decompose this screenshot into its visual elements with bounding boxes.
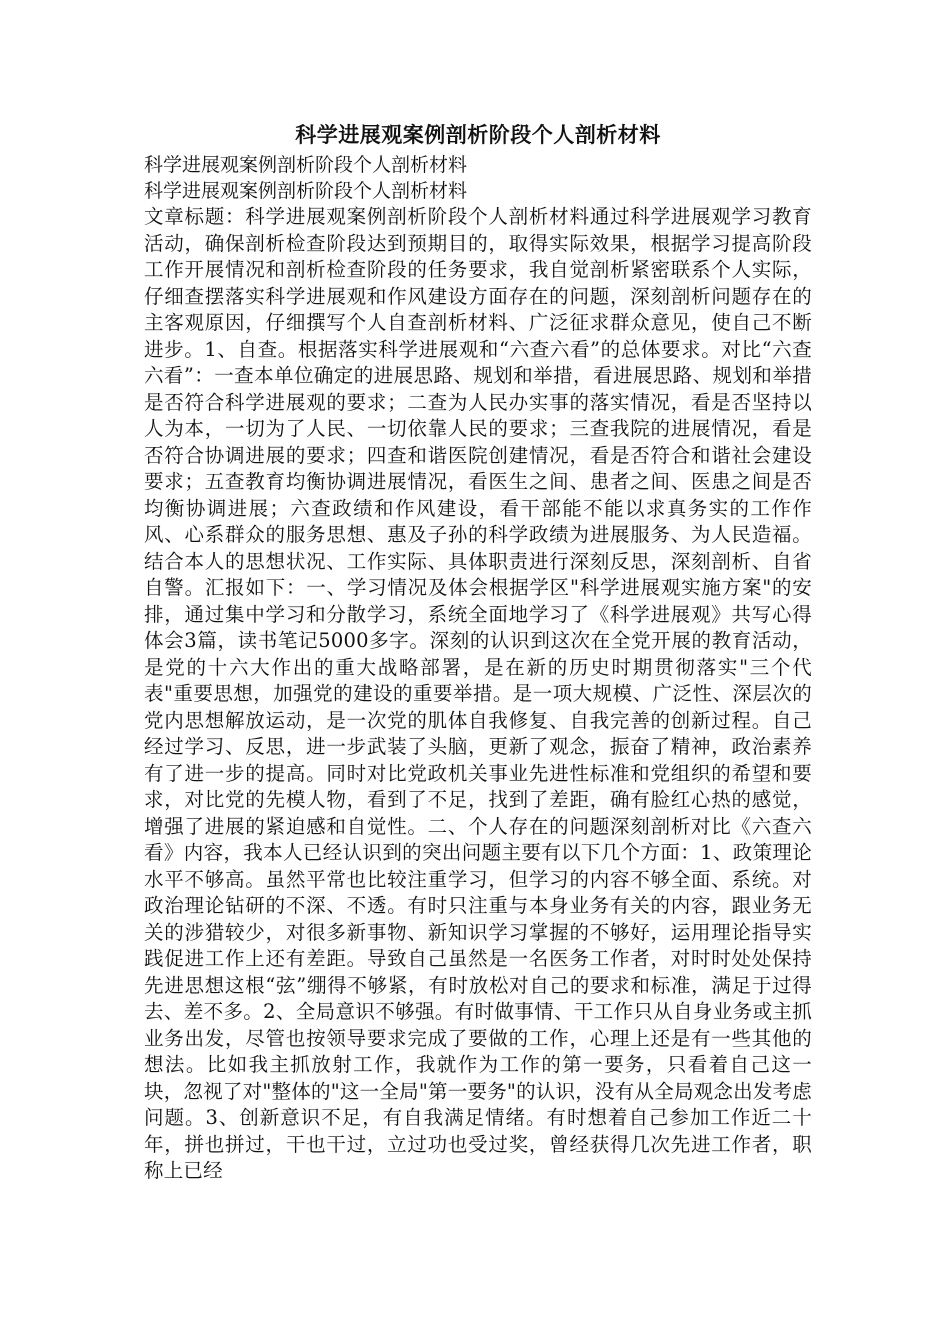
document-subtitle: 科学进展观案例剖析阶段个人剖析材料 bbox=[144, 154, 468, 176]
document-subtitle-repeat: 科学进展观案例剖析阶段个人剖析材料 bbox=[144, 180, 468, 202]
document-page bbox=[144, 120, 812, 1185]
document-body: 文章标题：科学进展观案例剖析阶段个人剖析材料通过科学进展观学习教育活动，确保剖析检查阶段达到预期目的，取得实际效果，根据学习提高阶段工作开展情况和剖析检查阶段的任务要求，我自觉剖析紧密联系个人实际，仔细查摆落实科学进展观和作风建设方面存在的问题，深刻剖析问题存在的主客观原因，仔细撰写个人自查剖析材料、广泛征求群众意见，使自己不断进步。1、自查。根据落实科学进展观和“六查六看”的总体要求。对比“六查六看”：一查本单位确定的进展思路、规划和举措，看进展思路、规划和举措是否符合科学进展观的要求；二查为人民办实事的落实情况，看是否坚持以人为本，一切为了人民、一切依靠人民的要求；三查我院的进展情况，看是否符合协调进展的要求；四查和谐医院创建情况，看是否符合和谐社会建设要求；五查教育均衡协调进展情况，看医生之间、患者之间、医患之间是否均衡协调进展；六查政绩和作风建设，看干部能不能以求真务实的工作作风、心系群众的服务思想、惠及子孙的科学政绩为进展服务、为人民造福。结合本人的思想状况、工作实际、具体职责进行深刻反思，深刻剖析、自省自警。汇报如下：一、学习情况及体会根据学区"科学进展观实施方案"的安排，通过集中学习和分散学习，系统全面地学习了《科学进展观》共写心得体会3篇，读书笔记5000多字。深刻的认识到这次在全党开展的教育活动，是党的十六大作出的重大战略部署，是在新的历史时期贯彻落实"三个代表"重要思想，加强党的建设的重要举措。是一项大规模、广泛性、深层次的党内思想解放运动，是一次党的肌体自我修复、自我完善的创新过程。自己经过学习、反思，进一步武装了头脑，更新了观念，振奋了精神，政治素养有了进一步的提高。同时对比党政机关事业先进性标准和党组织的希望和要求，对比党的先模人物，看到了不足，找到了差距，确有脸红心热的感觉，增强了进展的紧迫感和自觉性。二、个人存在的问题深刻剖析对比《六查六看》内容，我本人已经认识到的突出问题主要有以下几个方面：1、政策理论水平不够高。虽然平常也比较注重学习，但学习的内容不够全面、系统。对政治理论钻研的不深、不透。有时只注重与本身业务有关的内容，跟业务无关的涉猎较少，对很多新事物、新知识学习掌握的不够好，运用理论指导实践促进工作上还有差距。导致自己虽然是一名医务工作者，对时时处处保持先进思想这根“弦”绷得不够紧，有时放松对自己的要求和标准，满足于过得去、差不多。2、全局意识不够强。有时做事情、干工作只从自身业务或主抓业务出发，尽管也按领导要求完成了要做的工作，心理上还是有一些其他的想法。比如我主抓放射工作，我就作为工作的第一要务，只看着自己这一块，忽视了对"整体的"这一全局"第一要务"的认识，没有从全局观念出发考虑问题。3、创新意识不足，有自我满足情绪。有时想着自己参加工作近二十年，拼也拼过，干也干过，立过功也受过奖，曾经获得几次先进工作者，职称上已经 bbox=[144, 205, 812, 1182]
document-title: 科学进展观案例剖析阶段个人剖析材料 bbox=[295, 122, 661, 147]
